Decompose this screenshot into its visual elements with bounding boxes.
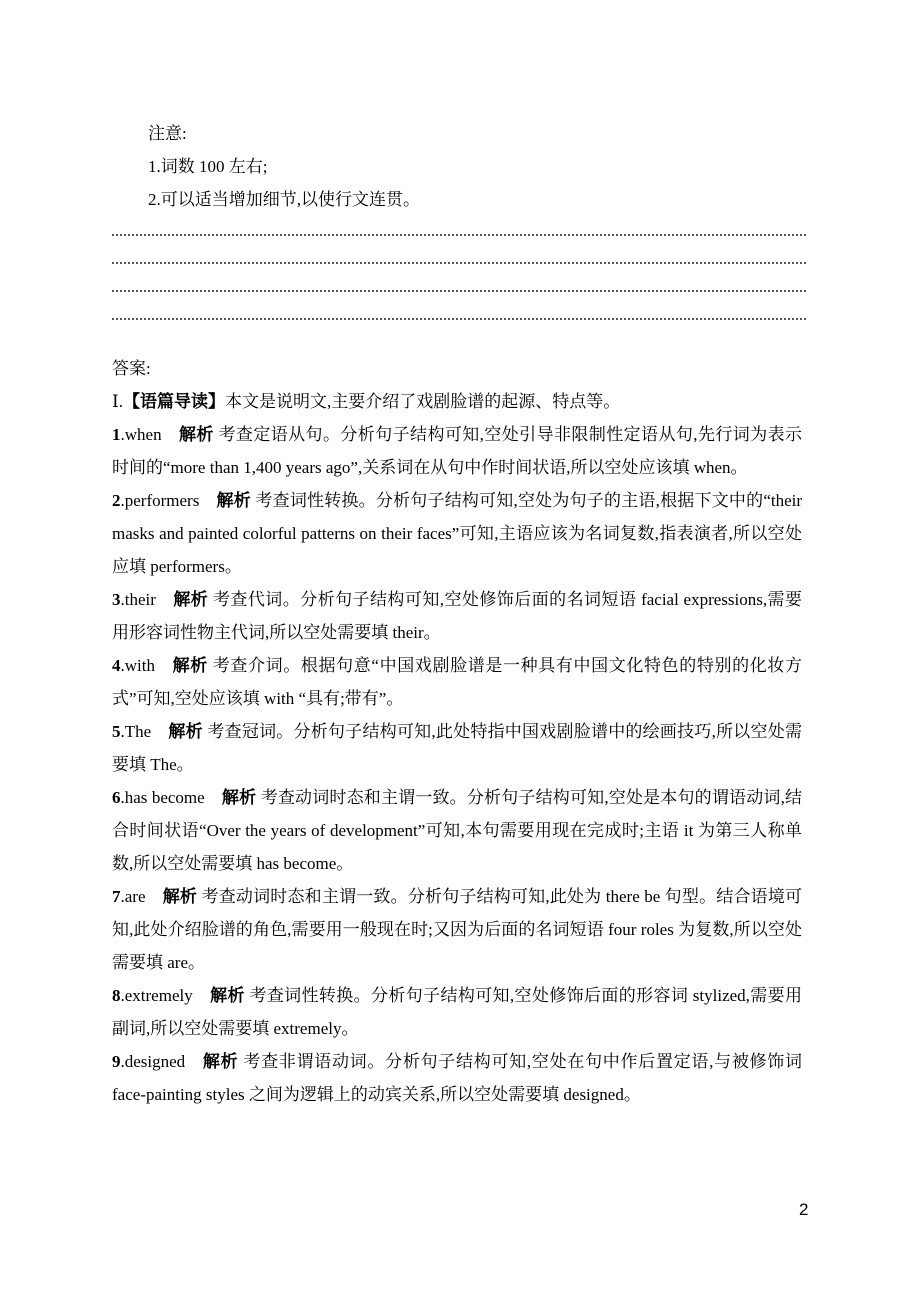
writing-line xyxy=(112,318,806,320)
analysis-text: 考查动词时态和主谓一致。分析句子结构可知,此处为 there be 句型。结合语境可知,此处介绍脸谱的角色,需要用一般现在时;又因为后面的名词短语 four roles 为复数,所以空处需要填 are。 xyxy=(112,887,803,972)
answer-item xyxy=(112,781,802,880)
analysis-text: 考查非谓语动词。分析句子结构可知,空处在句中作后置定语,与被修饰词 face-painting styles 之间为逻辑上的动宾关系,所以空处需要填 designed。 xyxy=(112,1052,803,1104)
analysis-label: 解析 xyxy=(162,887,198,906)
answer-number: 3 xyxy=(112,590,121,609)
answers-section xyxy=(112,352,802,1111)
analysis-label: 解析 xyxy=(216,491,251,510)
writing-line xyxy=(112,234,806,236)
analysis-label: 解析 xyxy=(221,788,257,807)
analysis-label: 解析 xyxy=(178,425,214,444)
answer-word: .their xyxy=(120,590,156,609)
analysis-label: 解析 xyxy=(172,590,209,609)
answer-item xyxy=(112,418,802,484)
answer-word: .with xyxy=(120,656,155,675)
answer-word: .are xyxy=(120,887,146,906)
answer-item xyxy=(112,979,802,1045)
answer-item xyxy=(112,649,802,715)
analysis-label: 解析 xyxy=(171,656,208,675)
analysis-text: 考查冠词。分析句子结构可知,此处特指中国戏剧脸谱中的绘画技巧,所以空处需要填 The。 xyxy=(112,722,803,774)
answer-item xyxy=(112,484,802,583)
answer-word: .has become xyxy=(120,788,205,807)
answer-number: 2 xyxy=(112,491,121,510)
analysis-text: 考查介词。根据句意“中国戏剧脸谱是一种具有中国文化特色的特别的化妆方式”可知,空处应该填 with “具有;带有”。 xyxy=(112,656,803,708)
answer-word: .when xyxy=(120,425,162,444)
answer-item xyxy=(112,1045,802,1111)
note-item: 2.可以适当增加细节,以使行文连贯。 xyxy=(148,190,420,209)
answer-word: .extremely xyxy=(120,986,193,1005)
answer-word: .The xyxy=(120,722,152,741)
writing-line xyxy=(112,290,806,292)
page-number: 2 xyxy=(799,1200,809,1219)
answer-item xyxy=(112,880,802,979)
answer-number: 8 xyxy=(112,986,121,1005)
answers-title: 答案: xyxy=(112,359,151,378)
notes-section xyxy=(148,117,420,216)
analysis-text: 考查定语从句。分析句子结构可知,空处引导非限制性定语从句,先行词为表示时间的“more than 1,400 years ago”,关系词在从句中作时间状语,所以空处应该填 when。 xyxy=(112,425,803,477)
analysis-text: 考查词性转换。分析句子结构可知,空处修饰后面的形容词 stylized,需要用副词,所以空处需要填 extremely。 xyxy=(112,986,803,1038)
analysis-label: 解析 xyxy=(168,722,203,741)
answer-number: 5 xyxy=(112,722,121,741)
answer-item xyxy=(112,715,802,781)
analysis-text: 考查动词时态和主谓一致。分析句子结构可知,空处是本句的谓语动词,结合时间状语“Over the years of development”可知,本句需要用现在完成时;主语 it 为第三人称单数,所以空处需要填 has become。 xyxy=(112,788,802,873)
notes-title: 注意: xyxy=(148,124,187,143)
writing-line xyxy=(112,262,806,264)
intro-prefix: Ⅰ. xyxy=(112,392,123,411)
passage-intro xyxy=(112,385,802,418)
answer-item xyxy=(112,583,802,649)
answer-word: .designed xyxy=(120,1052,186,1071)
answer-number: 4 xyxy=(112,656,121,675)
answer-number: 7 xyxy=(112,887,121,906)
analysis-label: 解析 xyxy=(202,1052,239,1071)
answer-number: 1 xyxy=(112,425,121,444)
analysis-text: 考查词性转换。分析句子结构可知,空处为句子的主语,根据下文中的“their masks and painted colorful patterns on their faces”可知,主语应该为名词复数,指表演者,所以空处应填 performers。 xyxy=(112,491,803,576)
answer-word: .performers xyxy=(120,491,200,510)
analysis-label: 解析 xyxy=(209,986,245,1005)
intro-label: 【语篇导读】 xyxy=(122,392,225,411)
answer-number: 6 xyxy=(112,788,121,807)
intro-text: 本文是说明文,主要介绍了戏剧脸谱的起源、特点等。 xyxy=(224,392,621,411)
note-item: 1.词数 100 左右; xyxy=(148,157,268,176)
analysis-text: 考查代词。分析句子结构可知,空处修饰后面的名词短语 facial expressions,需要用形容词性物主代词,所以空处需要填 their。 xyxy=(112,590,802,642)
answer-number: 9 xyxy=(112,1052,121,1071)
